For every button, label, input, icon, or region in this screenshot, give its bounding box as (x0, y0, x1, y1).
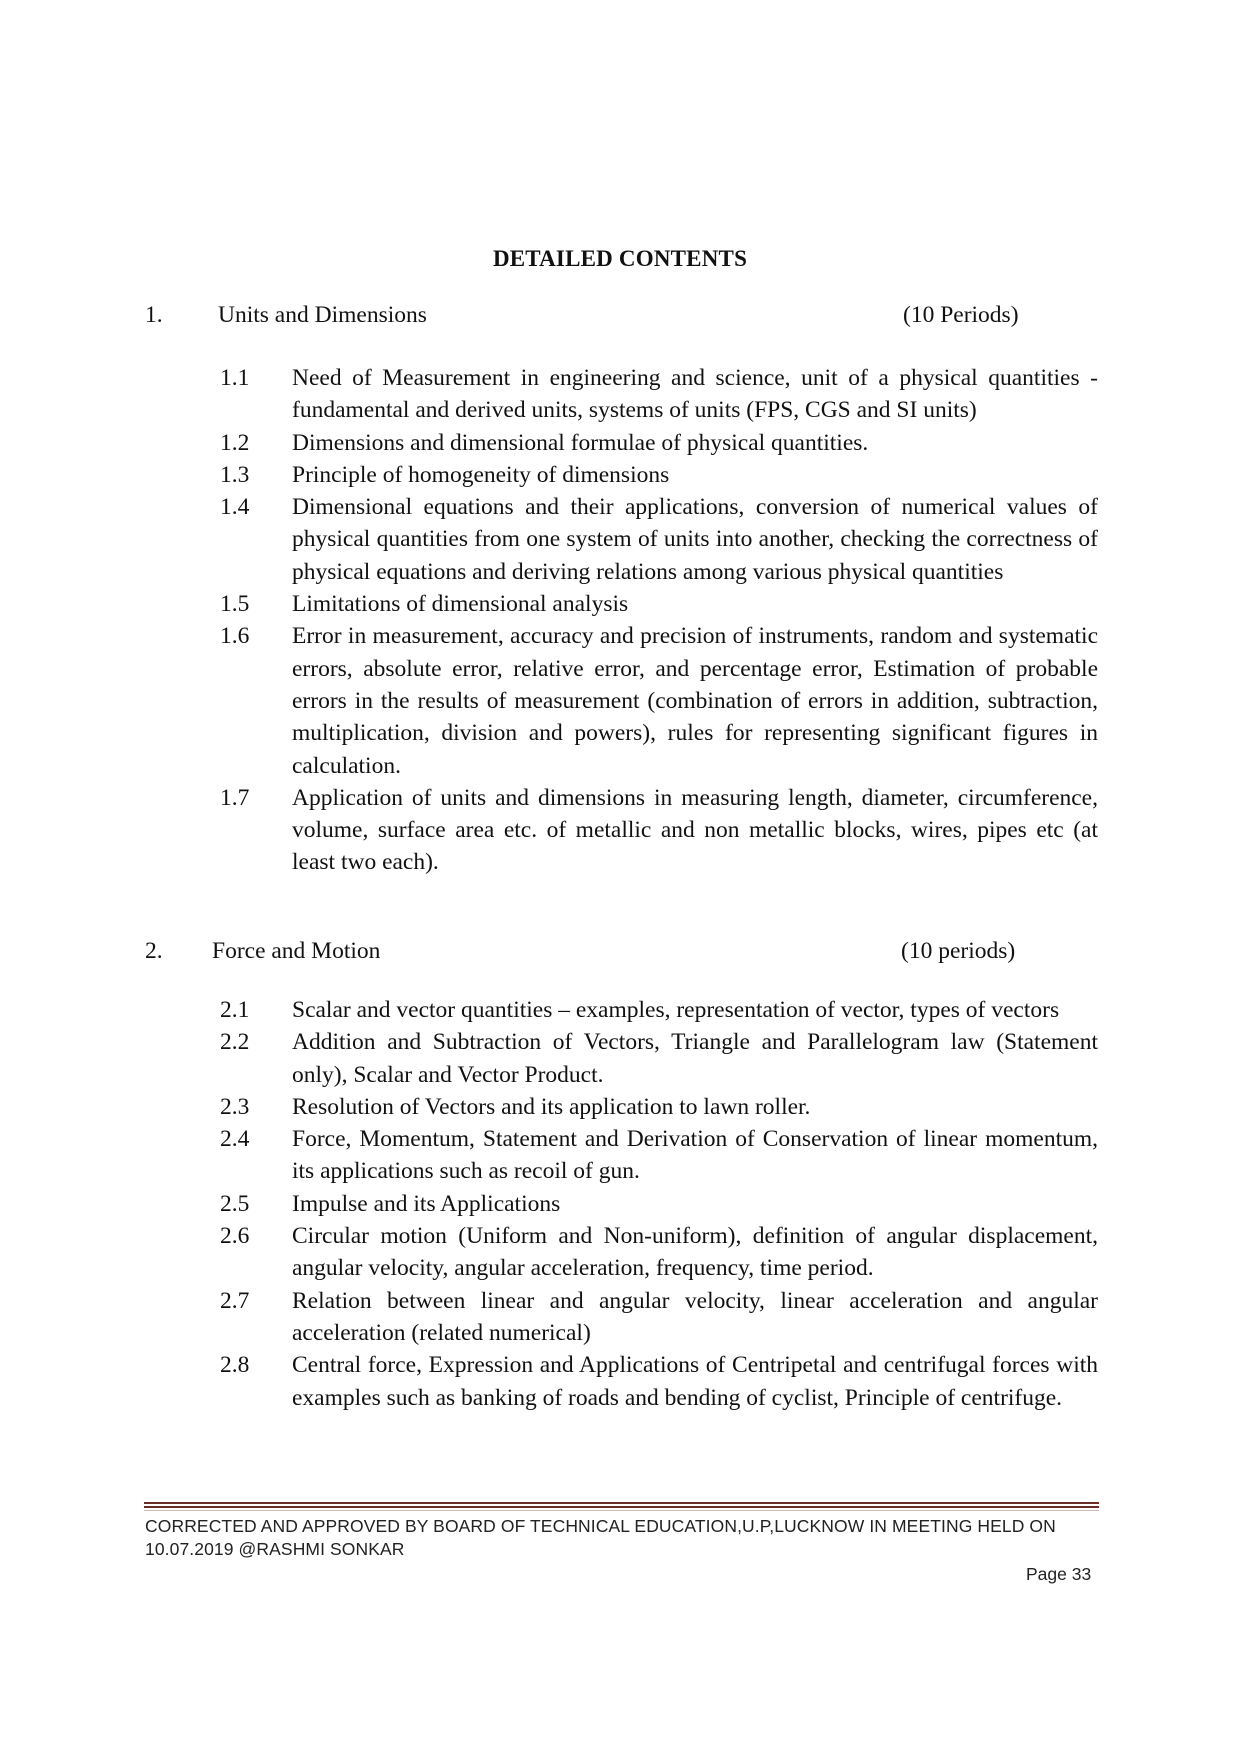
item-text: Relation between linear and angular velocity, linear acceleration and angular acceleration (related numerical) (292, 1287, 1098, 1346)
item-text: Circular motion (Uniform and Non-uniform), definition of angular displacement, angular velocity, angular acceleration, frequency, time period. (292, 1223, 1098, 1282)
list-item (0, 1188, 1240, 1220)
list-item (0, 491, 1240, 588)
item-number: 2.3 (220, 1093, 250, 1120)
section-units-and-dimensions (0, 302, 1240, 876)
item-number: 1.7 (220, 784, 250, 811)
list-item (0, 459, 1240, 491)
item-text: Application of units and dimensions in measuring length, diameter, circumference, volume, surface area etc. of metallic and non metallic blocks, wires, pipes etc (at least two each). (292, 784, 1098, 876)
item-number: 1.4 (220, 494, 250, 521)
list-item (0, 427, 1240, 459)
footer-note (145, 1515, 1105, 1561)
item-number: 2.7 (220, 1287, 250, 1314)
item-text: Error in measurement, accuracy and precision of instruments, random and systematic errors, absolute error, relative error, and percentage error, Estimation of probable errors in the results of measurement (combination of errors in addition, subtraction, multiplication, division and powers), rules for representing significant figures in calculation. (292, 623, 1098, 779)
item-text: Resolution of Vectors and its application to lawn roller. (292, 1093, 811, 1120)
list-item (0, 1349, 1240, 1414)
list-item (0, 1220, 1240, 1285)
item-number: 2.1 (220, 997, 250, 1023)
section-heading (0, 302, 1240, 332)
list-item (0, 782, 1240, 879)
item-number: 2.2 (220, 1029, 250, 1056)
item-text: Addition and Subtraction of Vectors, Triangle and Parallelogram law (Statement only), Scalar and Vector Product. (292, 1029, 1098, 1088)
item-number: 1.6 (220, 623, 250, 650)
section-periods: (10 periods) (901, 938, 1016, 964)
page-title: DETAILED CONTENTS (492, 246, 748, 271)
list-item (0, 362, 1240, 427)
section-title: Force and Motion (212, 938, 381, 964)
footer-divider (144, 1502, 1099, 1504)
section-number: 1. (145, 302, 163, 328)
list-item (0, 1026, 1240, 1091)
item-text: Central force, Expression and Applications of Centripetal and centrifugal forces with examples such as banking of roads and bending of cyclist, Principle of centrifuge. (292, 1352, 1098, 1411)
item-number: 2.8 (220, 1352, 250, 1379)
list-item (0, 588, 1240, 620)
item-list (0, 362, 1240, 879)
item-text: Limitations of dimensional analysis (292, 591, 629, 618)
item-number: 2.6 (220, 1223, 250, 1250)
item-text: Force, Momentum, Statement and Derivation of Conservation of linear momentum, its applications such as recoil of gun. (292, 1126, 1098, 1185)
item-number: 1.1 (220, 365, 250, 391)
section-number: 2. (145, 938, 163, 964)
item-text: Impulse and its Applications (292, 1190, 561, 1217)
item-list (0, 994, 1240, 1414)
item-text: Principle of homogeneity of dimensions (292, 461, 670, 488)
footer-divider (144, 1510, 1099, 1511)
list-item (0, 620, 1240, 781)
footer-divider (144, 1506, 1099, 1508)
section-title: Units and Dimensions (218, 302, 427, 328)
item-text: Dimensional equations and their applications, conversion of numerical values of physical quantities from one system of units into another, checking the correctness of physical equations and deriving relations among various physical quantities (292, 494, 1098, 585)
list-item (0, 994, 1240, 1026)
section-force-and-motion (0, 938, 1240, 1411)
footer-line-1: CORRECTED AND APPROVED BY BOARD OF TECHNICAL EDUCATION,U.P,LUCKNOW IN MEETING HELD ON (145, 1516, 1056, 1536)
item-text: Scalar and vector quantities – examples, representation of vector, types of vectors (292, 997, 1060, 1023)
footer-line-2: 10.07.2019 @RASHMI SONKAR (145, 1539, 405, 1559)
item-number: 1.3 (220, 461, 250, 488)
item-text: Need of Measurement in engineering and science, unit of a physical quantities - fundamental and derived units, systems of units (FPS, CGS and SI units) (292, 365, 1098, 424)
list-item (0, 1285, 1240, 1350)
item-number: 1.2 (220, 429, 250, 456)
section-heading (0, 938, 1240, 968)
item-number: 2.4 (220, 1126, 250, 1153)
list-item (0, 1123, 1240, 1188)
item-text: Dimensions and dimensional formulae of physical quantities. (292, 429, 869, 456)
section-periods: (10 Periods) (903, 302, 1019, 328)
item-number: 2.5 (220, 1190, 250, 1217)
item-number: 1.5 (220, 591, 250, 618)
list-item (0, 1091, 1240, 1123)
page-number: Page 33 (1026, 1564, 1092, 1584)
